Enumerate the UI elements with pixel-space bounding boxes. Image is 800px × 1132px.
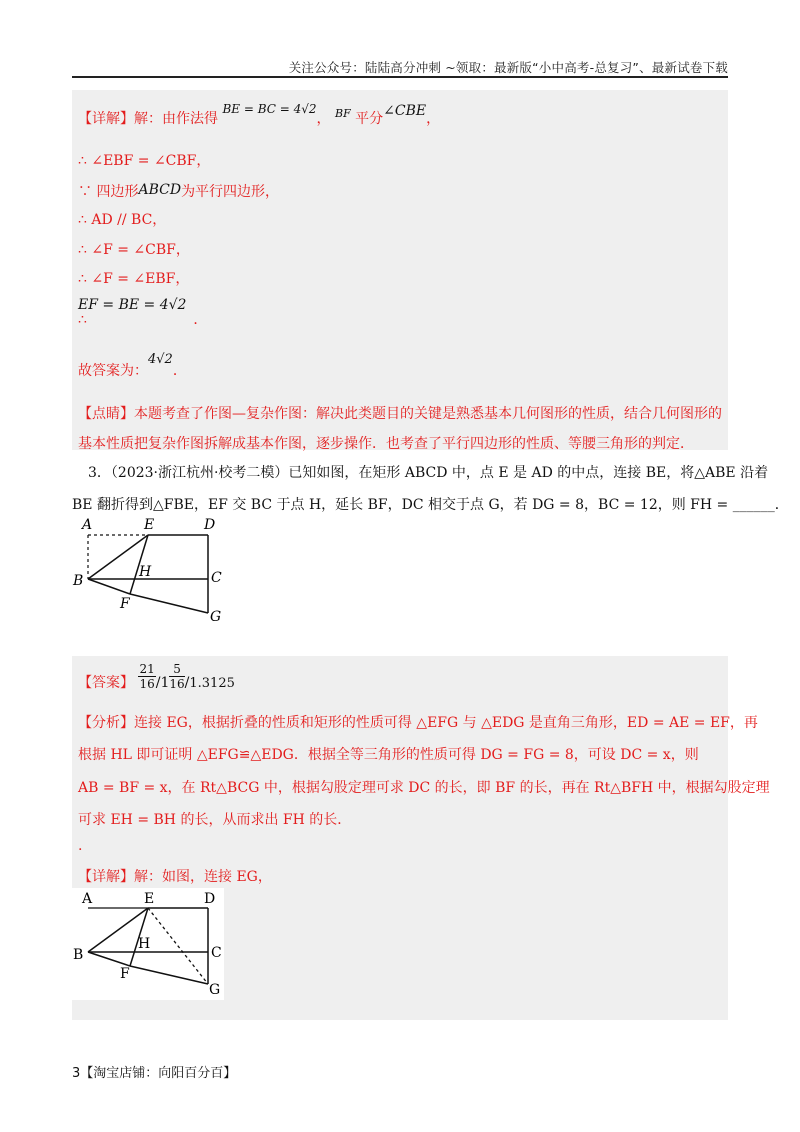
label-E: E [144,517,155,533]
detail-line-2: ∴ ∠EBF = ∠CBF， [78,153,211,169]
analysis-line-2: 根据 HL 即可证明 △EFG≌△EDG．根据全等三角形的性质可得 DG = FG = 8，可设 DC = x，则 [78,747,699,763]
comment-line-2: 基本性质把复杂作图拆解成基本作图，逐步操作．也考查了平行四边形的性质、等腰三角形的判定． [78,436,694,452]
label2-A: A [82,891,93,907]
page-footer [72,1062,236,1081]
header-divider [72,76,728,78]
detail-line-6: ∴ ∠F = ∠EBF， [78,271,190,287]
analysis-dot: . [78,838,83,854]
detail-line-1: 【详解】解：由作法得 BE = BC = 4√2， $^{BF}$ 平分∠CBE， [78,102,441,127]
question-line-2: BE 翻折得到△FBE，EF 交 BC 于点 H，延长 BF，DC 相交于点 G，若 DG = 8，BC = 12，则 FH = ______． [72,497,789,513]
answer-label: 【答案】 [78,675,134,691]
label2-F: F [120,966,130,982]
page-header: 关注公众号：陆陆高分冲刺 ~领取：最新版“小中高考-总复习”、最新试卷下载 [288,60,728,75]
analysis-line-1: 【分析】连接 EG，根据折叠的性质和矩形的性质可得 △EFG 与 △EDG 是直角三角形，ED = AE = EF，再 [78,715,758,731]
detail-line-4: ∴ AD // BC， [78,212,167,228]
detail-line-7-therefore: ∴ ． [78,312,208,328]
geometry-figure-2 [72,888,224,1000]
analysis-line-3: AB = BF = x，在 Rt△BCG 中，根据勾股定理可求 DC 的长，即 BF 的长，再在 Rt△BFH 中，根据勾股定理 [78,780,770,796]
label2-E: E [144,891,155,907]
label-A: A [82,517,93,533]
answer-line: 【答案】 $\frac{21}{16}$ /1 $\frac{5}{16}$ /1.3125 [78,662,235,691]
comment-line-1: 【点睛】本题考查了作图—复杂作图：解决此类题目的关键是熟悉基本几何图形的性质，结合几何图形的 [78,406,722,422]
label-B: B [73,573,84,589]
detail2-line: 【详解】解：如图，连接 EG， [78,869,272,885]
detail-line-5: ∴ ∠F = ∠CBF， [78,242,190,258]
label2-G: G [209,982,221,998]
comment-label: 【点睛】 [78,406,134,422]
detail-label: 【详解】 [78,111,134,127]
label2-D: D [204,891,216,907]
label-F: F [120,596,130,612]
page-number: 3 [72,1066,81,1081]
geometry-figure-1 [70,515,240,630]
question-line-1: 3．（2023·浙江杭州·校考二模）已知如图，在矩形 ABCD 中，点 E 是 AD 的中点，连接 BE，将△ABE 沿着 [88,465,769,481]
label-H: H [139,564,152,580]
label-C: C [211,570,222,586]
label-G: G [210,609,222,625]
analysis-line-4: 可求 EH = BH 的长，从而求出 FH 的长． [78,812,352,828]
analysis-label: 【分析】 [78,715,134,731]
label-D: D [204,517,216,533]
detail2-label: 【详解】 [78,869,134,885]
label2-H: H [138,936,151,952]
detail-line-3: ∵ 四边形ABCD为平行四边形， [78,182,280,200]
detail-line-7: EF = BE = 4√2 [78,297,187,313]
footer-shop: 【淘宝店铺：向阳百分百】 [80,1066,237,1081]
label2-C: C [211,945,222,961]
label2-B: B [73,947,84,963]
answer-statement: 故答案为：4√2． [78,352,187,379]
